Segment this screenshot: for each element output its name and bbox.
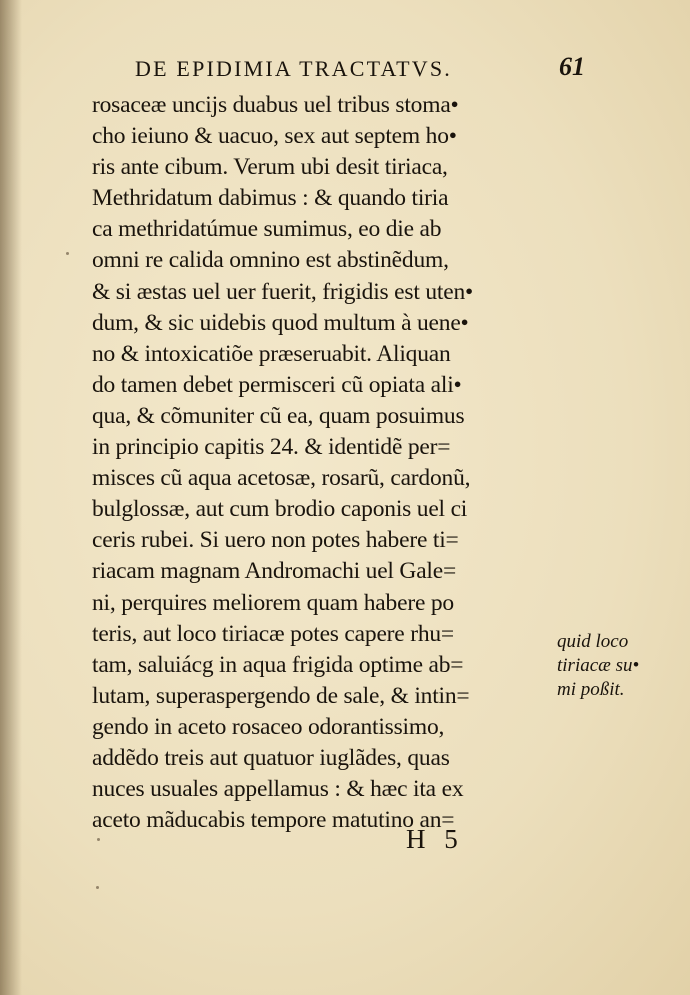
running-head: DE EPIDIMIA TRACTATVS. xyxy=(135,56,452,81)
marginal-note-line: quid loco xyxy=(557,631,629,652)
text-line: nuces usuales appellamus : & hæc ita ex xyxy=(92,776,464,803)
text-line: dum, & sic uidebis quod multum à uene• xyxy=(92,309,469,336)
text-line: addẽdo treis aut quatuor iuglãdes, quas xyxy=(92,744,450,771)
ink-speck xyxy=(96,886,99,889)
text-line: & si æstas uel uer fuerit, frigidis est uten• xyxy=(92,278,474,305)
text-line: bulglossæ, aut cum brodio caponis uel ci xyxy=(92,496,468,523)
signature-mark: H 5 xyxy=(406,824,464,854)
marginal-note-line: mi poßit. xyxy=(557,679,625,700)
text-line: qua, & cõmuniter cũ ea, quam posuimus xyxy=(92,402,465,429)
text-line: ca methridatúmue sumimus, eo die ab xyxy=(92,216,442,243)
text-line: ceris rubei. Si uero non potes habere ti= xyxy=(92,527,459,554)
body-text xyxy=(92,90,554,836)
text-line: no & intoxicatiõe præseruabit. Aliquan xyxy=(92,340,451,367)
text-line: do tamen debet permisceri cũ opiata ali• xyxy=(92,371,462,398)
text-line: cho ieiuno & uacuo, sex aut septem ho• xyxy=(92,123,457,150)
marginal-note xyxy=(557,630,677,702)
folio-number: 61 xyxy=(559,52,585,81)
text-line: teris, aut loco tiriacæ potes capere rhu= xyxy=(92,620,454,647)
text-line: ni, perquires meliorem quam habere po xyxy=(92,589,454,616)
ink-speck xyxy=(97,838,100,841)
text-line: in principio capitis 24. & identidẽ per= xyxy=(92,434,451,461)
text-line: rosaceæ uncijs duabus uel tribus stoma• xyxy=(92,92,459,118)
text-line: aceto mãducabis tempore matutino an= xyxy=(92,807,455,834)
text-line: tam, saluiácg in aqua frigida optime ab= xyxy=(92,651,464,678)
marginal-note-line: tiriacæ su• xyxy=(557,655,640,676)
text-line: Methridatum dabimus : & quando tiria xyxy=(92,185,449,212)
text-line: riacam magnam Andromachi uel Gale= xyxy=(92,558,457,585)
text-line: ris ante cibum. Verum ubi desit tiriaca, xyxy=(92,154,448,181)
gutter-shadow xyxy=(0,0,22,995)
text-line: omni re calida omnino est abstinẽdum, xyxy=(92,247,449,274)
ink-speck xyxy=(66,252,69,255)
text-line: lutam, superaspergendo de sale, & intin= xyxy=(92,682,470,709)
text-line: gendo in aceto rosaceo odorantissimo, xyxy=(92,713,445,740)
text-line: misces cũ aqua acetosæ, rosarũ, cardonũ, xyxy=(92,465,471,492)
page-header xyxy=(135,52,585,86)
